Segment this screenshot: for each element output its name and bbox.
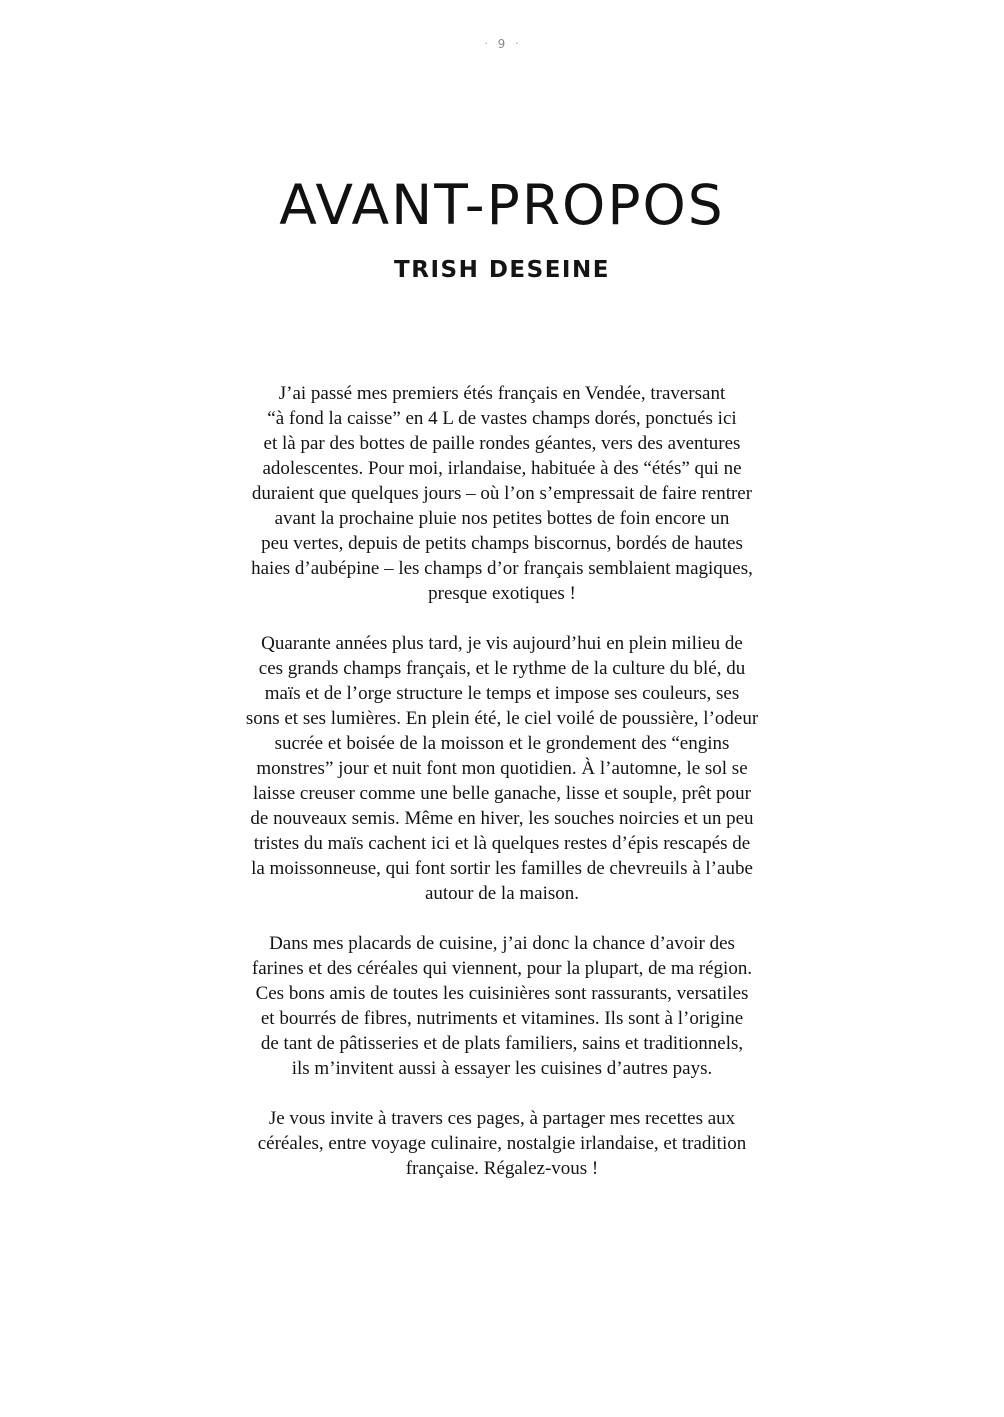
- foreword-body: [200, 381, 804, 1206]
- text-line: de tant de pâtisseries et de plats familiers, sains et traditionnels,: [260, 1033, 744, 1054]
- text-line: tristes du maïs cachent ici et là quelques restes d’épis rescapés de: [253, 833, 751, 854]
- text-line: farines et des céréales qui viennent, pour la plupart, de ma région.: [251, 958, 753, 979]
- text-line: presque exotiques !: [428, 583, 576, 604]
- text-line: monstres” jour et nuit font mon quotidien. À l’automne, le sol se: [256, 758, 748, 779]
- text-line: céréales, entre voyage culinaire, nostalgie irlandaise, et tradition: [257, 1133, 747, 1154]
- page-title: AVANT-PROPOS: [279, 173, 725, 237]
- text-line: duraient que quelques jours – où l’on s’empressait de faire rentrer: [251, 483, 753, 504]
- paragraph-4: [200, 1106, 804, 1181]
- text-line: française. Régalez-vous !: [405, 1158, 599, 1179]
- text-line: maïs et de l’orge structure le temps et impose ses couleurs, ses: [264, 683, 740, 704]
- text-line: et là par des bottes de paille rondes géantes, vers des aventures: [263, 433, 741, 454]
- text-line: “à fond la caisse” en 4 L de vastes champs dorés, ponctués ici: [267, 408, 737, 429]
- paragraph-2: [200, 631, 804, 906]
- page-number-dot-left: ·: [484, 39, 489, 50]
- text-line: Quarante années plus tard, je vis aujourd’hui en plein milieu de: [261, 633, 743, 654]
- text-line: autour de la maison.: [424, 883, 580, 904]
- paragraph-3: [200, 931, 804, 1081]
- text-line: ces grands champs français, et le rythme de la culture du blé, du: [258, 658, 746, 679]
- text-line: Ces bons amis de toutes les cuisinières sont rassurants, versatiles: [255, 983, 749, 1004]
- text-line: J’ai passé mes premiers étés français en Vendée, traversant: [278, 383, 726, 404]
- text-line: la moissonneuse, qui font sortir les familles de chevreuils à l’aube: [251, 858, 753, 879]
- text-line: sucrée et boisée de la moisson et le grondement des “engins: [274, 733, 730, 754]
- text-line: avant la prochaine pluie nos petites bottes de foin encore un: [274, 508, 730, 529]
- paragraph-1: [200, 381, 804, 606]
- text-line: haies d’aubépine – les champs d’or français semblaient magiques,: [251, 558, 753, 579]
- text-line: peu vertes, depuis de petits champs biscornus, bordés de hautes: [261, 533, 743, 554]
- page-number-dot-right: ·: [515, 39, 520, 50]
- page-number: [0, 37, 1004, 51]
- author-name: TRISH DESEINE: [394, 257, 610, 283]
- text-line: de nouveaux semis. Même en hiver, les souches noircies et un peu: [250, 808, 754, 829]
- page-number-value: 9: [497, 37, 507, 51]
- text-line: adolescentes. Pour moi, irlandaise, habituée à des “étés” qui ne: [262, 458, 742, 479]
- text-line: ils m’invitent aussi à essayer les cuisines d’autres pays.: [291, 1058, 713, 1079]
- text-line: sons et ses lumières. En plein été, le ciel voilé de poussière, l’odeur: [245, 708, 759, 729]
- text-line: et bourrés de fibres, nutriments et vitamines. Ils sont à l’origine: [260, 1008, 744, 1029]
- text-line: laisse creuser comme une belle ganache, lisse et souple, prêt pour: [252, 783, 752, 804]
- text-line: Je vous invite à travers ces pages, à partager mes recettes aux: [268, 1108, 736, 1129]
- text-line: Dans mes placards de cuisine, j’ai donc la chance d’avoir des: [269, 933, 735, 954]
